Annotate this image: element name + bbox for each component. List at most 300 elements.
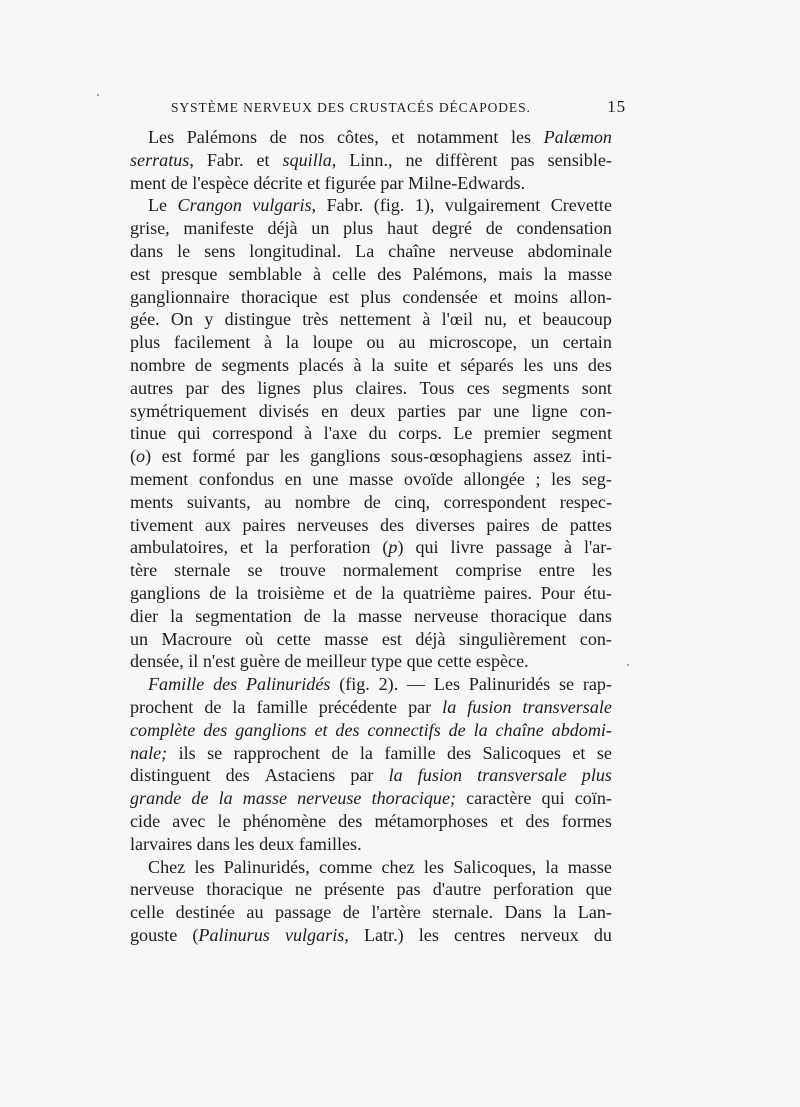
word: Salicoques: [482, 742, 561, 763]
text-line: [130, 559, 612, 582]
word: masse: [324, 628, 369, 649]
word: correspondent: [443, 491, 547, 512]
word: nombre: [294, 491, 351, 512]
word: plus: [360, 286, 391, 307]
word: est: [161, 446, 182, 467]
word: ou: [366, 332, 385, 353]
text-line: [130, 901, 612, 924]
word: formé: [192, 446, 236, 467]
word: rap-: [582, 674, 612, 695]
word: paires.: [484, 582, 532, 603]
word: nettement: [339, 309, 412, 330]
word: Crevette: [550, 195, 612, 216]
word: grande: [130, 788, 182, 809]
word: Pour: [540, 582, 575, 603]
word: et: [333, 582, 347, 603]
word: destinée: [175, 902, 235, 923]
word: en: [321, 400, 339, 421]
word: Palinuridés: [468, 674, 551, 695]
word: ils: [178, 742, 196, 763]
text-line: [130, 514, 612, 537]
word: nos: [299, 127, 325, 147]
word: 1),: [414, 195, 435, 216]
word: ligne: [531, 400, 568, 421]
word: loupe: [312, 332, 353, 353]
word: les: [418, 924, 439, 945]
word: comprise: [455, 560, 522, 581]
word: semblable: [228, 263, 302, 284]
word: présente: [324, 879, 385, 900]
word: nale;: [130, 742, 168, 763]
word: à: [422, 309, 431, 330]
word: et: [489, 286, 503, 307]
text-line: [130, 422, 612, 445]
word: se: [559, 674, 575, 695]
running-title: SYSTÈME NERVEUX DES CRUSTACÉS DÉCAPODES.: [171, 100, 531, 115]
word: cette: [276, 628, 311, 649]
word: du: [593, 924, 612, 945]
word: précédente: [318, 696, 398, 717]
word: Fabr.: [206, 149, 244, 170]
word: Linn.,: [349, 149, 393, 170]
word: une: [312, 468, 339, 489]
word: chaîne: [495, 719, 544, 740]
text-line: [130, 149, 612, 172]
word: un: [130, 628, 149, 649]
word: correspond: [212, 423, 293, 444]
word: nerveuse: [130, 879, 195, 900]
word: 2).: [378, 674, 399, 695]
word: de: [485, 218, 503, 239]
text-line: [130, 286, 612, 309]
word: connectifs: [367, 719, 441, 740]
word: les: [194, 856, 215, 877]
text-line: [130, 696, 612, 719]
word: ganglions: [310, 446, 381, 467]
text-segment: larvaires dans les deux familles.: [130, 833, 362, 854]
word: con-: [579, 400, 612, 421]
word: Palæmon: [543, 127, 612, 147]
word: longitudinal.: [249, 240, 342, 261]
text-line: [130, 491, 612, 514]
text-line: [130, 217, 612, 240]
word: celle: [332, 263, 367, 284]
word: masse: [357, 605, 403, 626]
word: allon-: [569, 286, 612, 307]
word: l'artère: [371, 902, 421, 923]
word: (o): [130, 446, 152, 467]
word: sensible-: [547, 149, 612, 170]
word: inti-: [581, 446, 612, 467]
word: presque: [161, 263, 218, 284]
word: et: [500, 810, 514, 831]
word: de: [209, 582, 227, 603]
word: On: [170, 309, 194, 330]
word: comme: [318, 856, 373, 877]
word: où: [245, 628, 264, 649]
word: moins: [513, 286, 559, 307]
word: Macroure: [161, 628, 232, 649]
word: la: [264, 537, 279, 558]
word: la: [473, 719, 488, 740]
word: masse: [242, 788, 288, 809]
word: degré: [431, 218, 473, 239]
word: nerveuse: [449, 240, 514, 261]
word: la: [285, 332, 299, 353]
word: et: [239, 537, 254, 558]
word: de: [363, 491, 381, 512]
word: seg-: [581, 468, 612, 489]
word: (fig.: [373, 195, 405, 216]
word: beaucoup: [542, 309, 612, 330]
word: côtes,: [337, 127, 379, 147]
word: lignes: [257, 377, 301, 398]
word: au: [398, 332, 416, 353]
word: de: [331, 742, 349, 763]
word: ;: [535, 468, 541, 489]
word: déjà: [267, 218, 298, 239]
word: la: [388, 765, 403, 786]
word: les: [423, 856, 444, 877]
word: l'ar-: [583, 537, 612, 558]
word: séparés: [460, 354, 514, 375]
word: est: [130, 263, 151, 284]
word: squilla,: [282, 149, 337, 170]
text-line: [130, 263, 612, 286]
word: avec: [172, 810, 206, 831]
word: d'autre: [432, 879, 482, 900]
word: ganglionnaire: [130, 286, 230, 307]
word: Palinuridés,: [223, 856, 310, 877]
word: thoracique;: [371, 788, 457, 809]
word: des: [335, 719, 360, 740]
word: coïn-: [574, 788, 612, 809]
word: mais: [498, 263, 533, 284]
word: transversale: [477, 765, 567, 786]
word: serratus,: [130, 149, 194, 170]
word: Le: [148, 195, 168, 216]
word: grise,: [130, 218, 170, 239]
word: de: [303, 605, 321, 626]
word: segments: [502, 377, 570, 398]
word: rapprochent: [233, 742, 320, 763]
word: se: [247, 560, 263, 581]
word: placés: [298, 354, 344, 375]
text-line: [130, 924, 612, 947]
word: segmentation: [195, 605, 292, 626]
word: quatrième: [402, 582, 476, 603]
word: Le: [453, 423, 473, 444]
word: métamorphoses: [374, 810, 489, 831]
word: tère: [130, 560, 158, 581]
word: la: [553, 902, 567, 923]
word: de: [342, 902, 360, 923]
word: des: [213, 674, 238, 695]
text-line: [130, 650, 612, 673]
word: pas: [396, 879, 421, 900]
word: la: [218, 788, 233, 809]
word: La: [355, 240, 375, 261]
word: dans: [130, 240, 164, 261]
word: de: [448, 719, 466, 740]
text-line: [130, 628, 612, 651]
word: Fabr.: [326, 195, 364, 216]
word: caractère: [466, 788, 532, 809]
word: le: [177, 240, 191, 261]
word: abdominale: [527, 240, 612, 261]
word: à: [304, 423, 313, 444]
text-line: [130, 605, 612, 628]
word: cinq,: [394, 491, 431, 512]
text-line: [130, 833, 612, 856]
word: Salicoques,: [453, 856, 537, 877]
word: plus: [343, 218, 374, 239]
page-number: 15: [607, 97, 626, 116]
word: déjà: [415, 628, 446, 649]
word: tivement: [130, 514, 194, 535]
word: des: [525, 810, 550, 831]
word: condensation: [516, 218, 612, 239]
word: symétriquement: [130, 400, 247, 421]
word: la: [232, 696, 246, 717]
word: (Palinurus: [192, 924, 270, 945]
word: assez: [533, 446, 572, 467]
word: nerveuse: [414, 605, 479, 626]
word: gouste: [130, 924, 178, 945]
word: la: [371, 354, 385, 375]
word: normalement: [342, 560, 439, 581]
word: de: [194, 354, 212, 375]
word: ces: [466, 377, 490, 398]
word: Palémons: [186, 127, 258, 147]
word: transversale: [522, 696, 612, 717]
word: Famille: [148, 674, 205, 695]
text-line: [130, 400, 612, 423]
word: est: [381, 628, 402, 649]
word: certain: [562, 332, 612, 353]
word: respec-: [559, 491, 612, 512]
word: ganglions: [235, 719, 307, 740]
word: chaîne: [388, 240, 436, 261]
word: sens: [204, 240, 236, 261]
word: masse: [567, 856, 612, 877]
word: masse: [349, 468, 394, 489]
word: —: [407, 674, 426, 695]
word: par: [408, 696, 432, 717]
word: nerveux: [520, 924, 579, 945]
word: de: [541, 514, 559, 535]
word: livre: [450, 537, 484, 558]
paper-speck: [97, 94, 99, 96]
word: dier: [130, 605, 159, 626]
text-line: [130, 764, 612, 787]
body-text: [130, 126, 612, 947]
word: les: [279, 446, 300, 467]
word: pattes: [569, 514, 612, 535]
word: pas: [510, 149, 535, 170]
word: tinue: [130, 423, 167, 444]
text-line: [130, 445, 612, 468]
running-header: [171, 97, 631, 121]
word: très: [302, 309, 329, 330]
word: premier: [483, 423, 541, 444]
word: masse: [567, 263, 612, 284]
word: la: [545, 856, 559, 877]
word: par: [245, 446, 269, 467]
word: thoracique: [490, 605, 567, 626]
word: parties: [397, 400, 446, 421]
word: centres: [454, 924, 506, 945]
text-line: [130, 582, 612, 605]
word: la: [381, 582, 395, 603]
text-line: [130, 126, 612, 149]
word: les: [510, 127, 532, 147]
word: distingue: [224, 309, 291, 330]
word: ambulatoires,: [130, 537, 228, 558]
word: la: [235, 582, 249, 603]
word: manifeste: [183, 218, 254, 239]
word: notamment: [416, 127, 499, 147]
word: gée.: [130, 309, 160, 330]
word: singulièrement: [458, 628, 567, 649]
word: des: [338, 810, 363, 831]
text-line: [130, 673, 612, 696]
word: Les: [433, 674, 461, 695]
word: est: [328, 286, 350, 307]
word: allongée: [463, 468, 525, 489]
word: de: [355, 582, 373, 603]
word: nerveuse: [297, 788, 362, 809]
text-segment: ment de l'espèce décrite et figurée par Milne-Edwards.: [130, 172, 526, 193]
word: sternale.: [432, 902, 494, 923]
word: confondus: [198, 468, 275, 489]
word: uns: [553, 354, 579, 375]
word: Dans: [504, 902, 542, 923]
word: que: [585, 879, 612, 900]
paper-speck: [627, 664, 629, 666]
word: la: [332, 605, 346, 626]
word: se: [596, 742, 612, 763]
word: vulgaris,: [252, 195, 317, 216]
word: thoracique: [206, 879, 283, 900]
word: distinguent: [130, 765, 211, 786]
word: par: [185, 377, 209, 398]
word: la: [543, 263, 557, 284]
word: et: [256, 149, 270, 170]
word: y: [204, 309, 214, 330]
word: du: [368, 423, 387, 444]
word: plus: [581, 765, 612, 786]
text-line: [130, 878, 612, 901]
word: à: [563, 537, 572, 558]
text-line: [130, 719, 612, 742]
word: perforation: [290, 537, 371, 558]
text-line: [130, 172, 612, 195]
word: par: [457, 400, 482, 421]
word: microscope,: [429, 332, 518, 353]
word: plus: [312, 377, 344, 398]
word: un: [311, 218, 330, 239]
word: Palémons,: [412, 263, 488, 284]
text-line: [130, 810, 612, 833]
word: diverses: [415, 514, 475, 535]
word: au: [246, 902, 264, 923]
word: plus: [130, 332, 161, 353]
word: Latr.): [363, 924, 404, 945]
text-line: [130, 742, 612, 765]
word: sont: [581, 377, 612, 398]
word: ne: [405, 149, 423, 170]
word: corps.: [398, 423, 442, 444]
word: trouve: [279, 560, 326, 581]
word: en: [284, 468, 302, 489]
text-line: [130, 377, 612, 400]
word: ne: [294, 879, 312, 900]
word: de: [204, 696, 222, 717]
word: le: [217, 810, 231, 831]
word: fusion: [467, 696, 512, 717]
text-segment: densée, il n'est guère de meilleur type que cette espèce.: [130, 651, 529, 672]
word: ganglions: [130, 582, 201, 603]
word: de: [191, 788, 209, 809]
word: abdomi-: [551, 719, 612, 740]
word: nu,: [484, 309, 507, 330]
word: sous-œsophagiens: [390, 446, 523, 467]
text-line: [130, 240, 612, 263]
word: facilement: [173, 332, 251, 353]
word: cide: [130, 810, 161, 831]
word: la: [359, 742, 373, 763]
word: deux: [350, 400, 386, 421]
word: Astaciens: [264, 765, 336, 786]
word: des: [220, 377, 246, 398]
word: vulgaris,: [284, 924, 349, 945]
word: (p): [382, 537, 404, 558]
word: des: [379, 514, 405, 535]
word: et: [314, 719, 328, 740]
word: Crangon: [177, 195, 242, 216]
word: mement: [130, 468, 189, 489]
word: complète: [130, 719, 196, 740]
word: la: [442, 696, 457, 717]
word: Les: [148, 127, 175, 147]
text-line: [130, 354, 612, 377]
word: claires.: [355, 377, 408, 398]
text-line: [130, 787, 612, 810]
word: prochent: [130, 696, 194, 717]
word: qui: [177, 423, 201, 444]
word: autres: [130, 377, 174, 398]
word: un: [530, 332, 549, 353]
word: au: [264, 491, 282, 512]
word: l'axe: [323, 423, 358, 444]
word: et: [518, 309, 532, 330]
word: paires: [486, 514, 530, 535]
word: aux: [204, 514, 231, 535]
word: des: [587, 354, 612, 375]
word: des: [377, 263, 402, 284]
word: perforation: [493, 879, 574, 900]
word: les: [591, 560, 612, 581]
word: haut: [386, 218, 419, 239]
word: ovoïde: [403, 468, 454, 489]
word: par: [350, 765, 374, 786]
word: fusion: [417, 765, 463, 786]
word: à: [312, 263, 321, 284]
word: con-: [579, 628, 612, 649]
word: qui: [541, 788, 565, 809]
word: de: [269, 127, 287, 147]
